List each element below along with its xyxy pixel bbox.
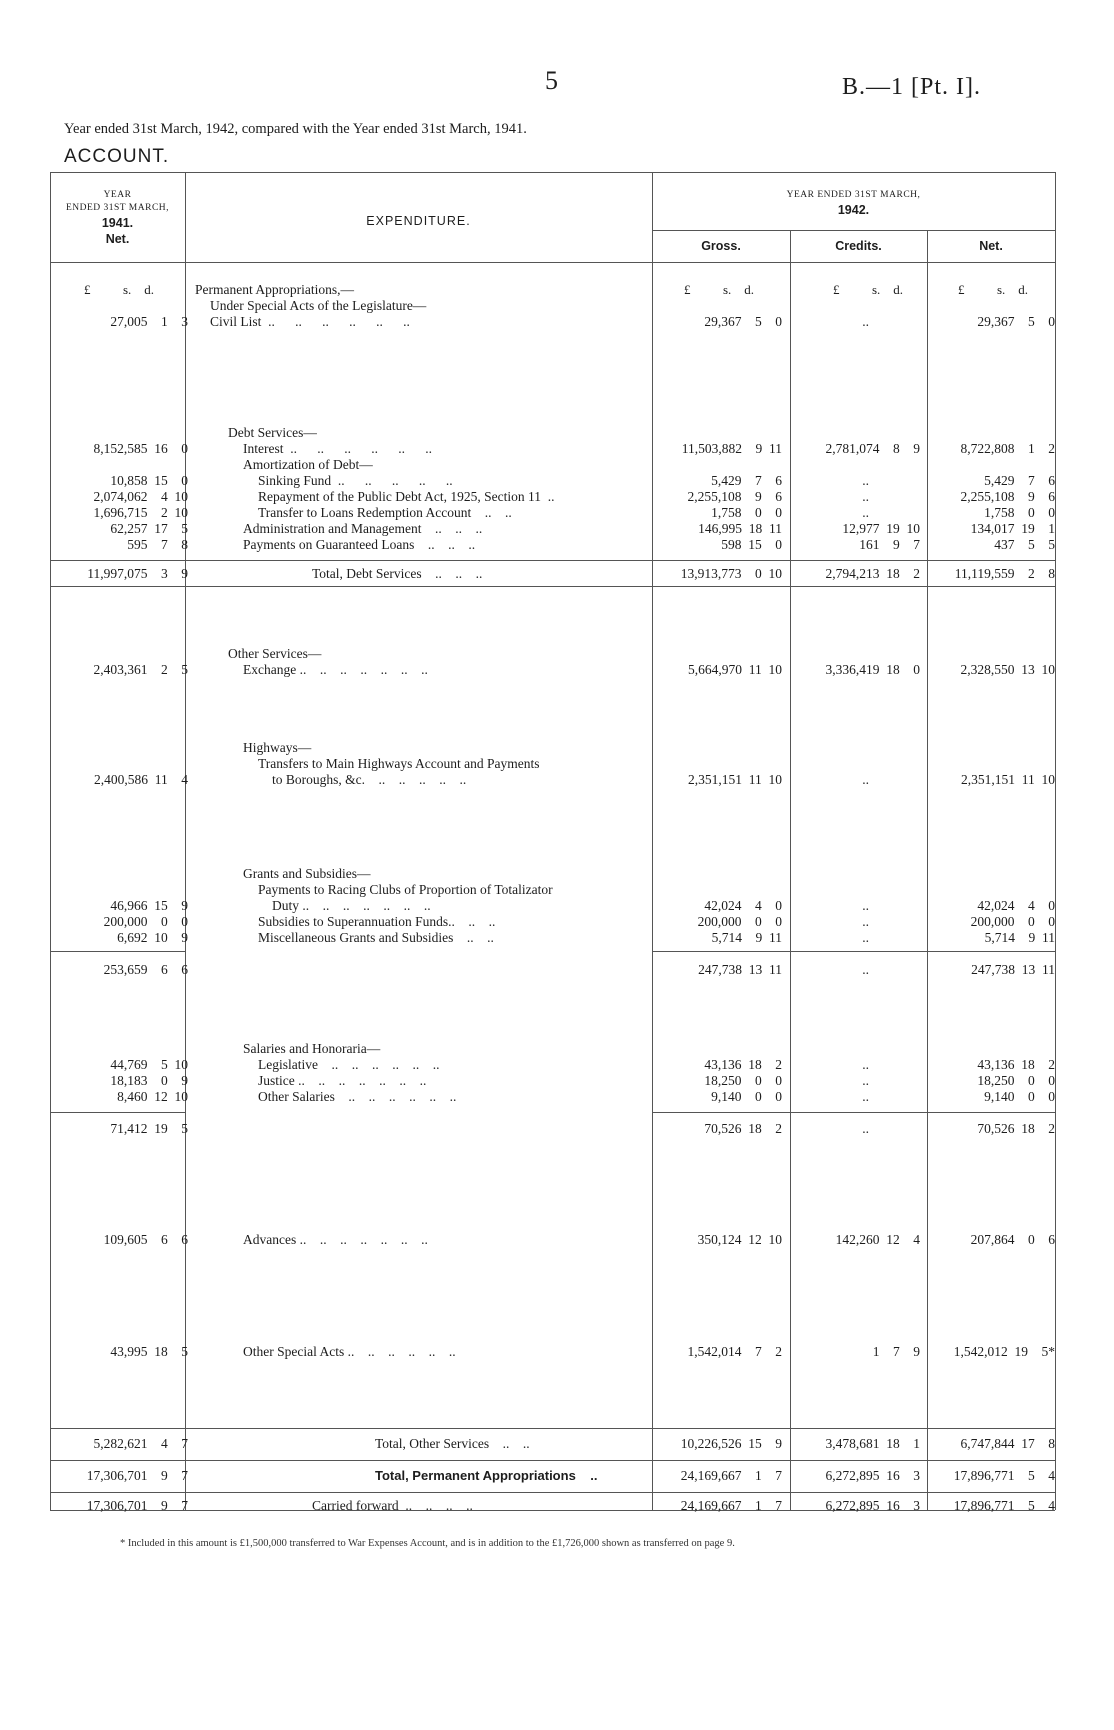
page-number: 5 xyxy=(545,66,558,95)
table-left-rule xyxy=(50,172,51,1510)
credits-value: 1 7 9 xyxy=(872,1344,920,1359)
table-right-rule xyxy=(1055,172,1056,1510)
intro-line: Year ended 31st March, 1942, compared with the Year ended 31st March, 1941. xyxy=(64,121,527,137)
net-subtotal: 247,738 13 11 xyxy=(971,962,1055,977)
row-label: Amortization of Debt— xyxy=(243,457,373,472)
net-total: 11,119,559 2 8 xyxy=(954,566,1055,581)
prev-net-value: 8,460 12 10 xyxy=(117,1089,188,1104)
table-top-rule xyxy=(50,172,1055,173)
net-value: 9,140 0 0 xyxy=(984,1089,1055,1104)
row-label: Payments to Racing Clubs of Proportion of Totalizator xyxy=(258,882,553,897)
section-title: ACCOUNT. xyxy=(64,146,170,167)
row-label: Other Salaries .. .. .. .. .. .. xyxy=(258,1089,457,1104)
row-label: Miscellaneous Grants and Subsidies .. .. xyxy=(258,930,494,945)
credits-value: .. xyxy=(862,1057,869,1072)
current-year: 1942. xyxy=(837,203,870,217)
row-label: Under Special Acts of the Legislature— xyxy=(210,298,427,313)
gross-heading: Gross. xyxy=(701,239,741,253)
year-header-rule xyxy=(652,230,1055,231)
gross-value: 11,503,882 9 11 xyxy=(681,441,782,456)
gross-value: 43,136 18 2 xyxy=(704,1057,782,1072)
credits-value: 142,260 12 4 xyxy=(835,1232,920,1247)
gross-value: 5,429 7 6 xyxy=(711,473,782,488)
total-label: Total, Debt Services .. .. .. xyxy=(312,566,483,581)
gross-value: 146,995 18 11 xyxy=(698,521,782,536)
gross-value: 1,542,014 7 2 xyxy=(687,1344,782,1359)
rule-other-total-top xyxy=(50,1428,1055,1429)
gross-value: 2,351,151 11 10 xyxy=(688,772,782,787)
credits-value: .. xyxy=(862,914,869,929)
gross-subtotal: 70,526 18 2 xyxy=(704,1121,782,1136)
net-value: 43,136 18 2 xyxy=(977,1057,1055,1072)
row-label: Payments on Guaranteed Loans .. .. .. xyxy=(243,537,476,552)
gross-value: 5,664,970 11 10 xyxy=(688,662,782,677)
gross-grand-total: 24,169,667 1 7 xyxy=(680,1468,782,1483)
net-value: 207,864 0 6 xyxy=(970,1232,1055,1247)
row-label: Administration and Management .. .. .. xyxy=(243,521,483,536)
net-grand-total: 17,896,771 5 4 xyxy=(953,1468,1055,1483)
row-label: Legislative .. .. .. .. .. .. xyxy=(258,1057,440,1072)
prev-year: 1941. xyxy=(101,216,134,230)
prev-year-label: YEAR xyxy=(103,190,132,200)
credits-total: 3,478,681 18 1 xyxy=(825,1436,920,1451)
row-label: Subsidies to Superannuation Funds.. .. .. xyxy=(258,914,496,929)
row-label: Highways— xyxy=(243,740,312,755)
net-value: 5,429 7 6 xyxy=(984,473,1055,488)
net-value: 5,714 9 11 xyxy=(984,930,1055,945)
rule-carried-top xyxy=(50,1492,1055,1493)
credits-grand-total: 6,272,895 16 3 xyxy=(825,1468,920,1483)
rule-grants-prev xyxy=(50,951,185,952)
credits-total: 2,794,213 18 2 xyxy=(825,566,920,581)
prev-net-total: 5,282,621 4 7 xyxy=(93,1436,188,1451)
prev-net-value: 2,403,361 2 5 xyxy=(93,662,188,677)
expenditure-heading: EXPENDITURE. xyxy=(366,214,471,228)
prev-net-value: 1,696,715 2 10 xyxy=(93,505,188,520)
rule-salaries-prev xyxy=(50,1112,185,1113)
gross-total: 10,226,526 15 9 xyxy=(680,1436,782,1451)
rule-debt-total-top xyxy=(50,560,1055,561)
net-value: 8,722,808 1 2 xyxy=(960,441,1055,456)
col-divider-2 xyxy=(652,172,653,1510)
credits-value: .. xyxy=(862,473,869,488)
rule-salaries-cur xyxy=(652,1112,1055,1113)
gross-value: 350,124 12 10 xyxy=(697,1232,782,1247)
gross-value: 598 15 0 xyxy=(721,537,782,552)
gross-value: 29,367 5 0 xyxy=(704,314,782,329)
gross-value: 9,140 0 0 xyxy=(711,1089,782,1104)
row-label: Advances .. .. .. .. .. .. .. xyxy=(243,1232,428,1247)
credits-lsd-units: £ s. d. xyxy=(833,282,904,297)
prev-net-value: 43,995 18 5 xyxy=(110,1344,188,1359)
credits-value: 2,781,074 8 9 xyxy=(825,441,920,456)
header-bottom-rule xyxy=(50,262,1055,263)
credits-value: .. xyxy=(862,505,869,520)
prev-year-net: Net. xyxy=(105,232,130,246)
gross-carried: 24,169,667 1 7 xyxy=(680,1498,782,1513)
net-value: 2,328,550 13 10 xyxy=(960,662,1055,677)
prev-net-value: 62,257 17 5 xyxy=(110,521,188,536)
prev-net-value: 595 7 8 xyxy=(127,537,188,552)
net-subtotal: 70,526 18 2 xyxy=(977,1121,1055,1136)
net-heading: Net. xyxy=(979,239,1003,253)
row-label: Transfer to Loans Redemption Account .. .. xyxy=(258,505,512,520)
gross-value: 2,255,108 9 6 xyxy=(687,489,782,504)
net-value: 134,017 19 1 xyxy=(970,521,1055,536)
prev-net-value: 18,183 0 9 xyxy=(110,1073,188,1088)
credits-value: .. xyxy=(862,489,869,504)
row-label: Sinking Fund .. .. .. .. .. xyxy=(258,473,453,488)
prev-net-grand-total: 17,306,701 9 7 xyxy=(86,1468,188,1483)
col-divider-3 xyxy=(790,230,791,1510)
rule-grants-cur xyxy=(652,951,1055,952)
prev-net-value: 2,074,062 4 10 xyxy=(93,489,188,504)
row-label: Other Services— xyxy=(228,646,322,661)
prev-net-value: 8,152,585 16 0 xyxy=(93,441,188,456)
prev-net-value: 200,000 0 0 xyxy=(103,914,188,929)
credits-value: .. xyxy=(862,898,869,913)
net-value: 200,000 0 0 xyxy=(970,914,1055,929)
prev-net-subtotal: 71,412 19 5 xyxy=(110,1121,188,1136)
row-label: Salaries and Honoraria— xyxy=(243,1041,381,1056)
total-label: Total, Other Services .. .. xyxy=(375,1436,530,1451)
rule-perm-total-top xyxy=(50,1460,1055,1461)
prev-year-ended: ENDED 31ST MARCH, xyxy=(65,203,170,213)
credits-carried: 6,272,895 16 3 xyxy=(825,1498,920,1513)
current-year-label: YEAR ENDED 31ST MARCH, xyxy=(786,190,921,200)
row-label: Other Special Acts .. .. .. .. .. .. xyxy=(243,1344,456,1359)
prev-net-value: 109,605 6 6 xyxy=(103,1232,188,1247)
net-value: 1,542,012 19 5* xyxy=(953,1344,1055,1359)
net-value: 18,250 0 0 xyxy=(977,1073,1055,1088)
credits-value: .. xyxy=(862,314,869,329)
net-carried: 17,896,771 5 4 xyxy=(953,1498,1055,1513)
credits-subtotal: .. xyxy=(862,1121,869,1136)
row-label: Exchange .. .. .. .. .. .. .. xyxy=(243,662,428,677)
net-value: 2,255,108 9 6 xyxy=(960,489,1055,504)
row-label: Interest .. .. .. .. .. .. xyxy=(243,441,432,456)
prev-net-value: 46,966 15 9 xyxy=(110,898,188,913)
credits-heading: Credits. xyxy=(835,239,882,253)
gross-subtotal: 247,738 13 11 xyxy=(698,962,782,977)
row-label: Permanent Appropriations,— xyxy=(195,282,354,297)
row-label: Grants and Subsidies— xyxy=(243,866,371,881)
row-label: Duty .. .. .. .. .. .. .. xyxy=(272,898,431,913)
carried-forward-label: Carried forward .. .. .. .. xyxy=(312,1498,473,1513)
row-label: Civil List .. .. .. .. .. .. xyxy=(210,314,410,329)
row-label: Justice .. .. .. .. .. .. .. xyxy=(258,1073,427,1088)
gross-total: 13,913,773 0 10 xyxy=(680,566,782,581)
grand-total-label: Total, Permanent Appropriations .. xyxy=(375,1468,598,1483)
gross-lsd-units: £ s. d. xyxy=(684,282,755,297)
prev-lsd-units: £ s. d. xyxy=(84,282,155,297)
gross-value: 5,714 9 11 xyxy=(711,930,782,945)
prev-net-value: 27,005 1 3 xyxy=(110,314,188,329)
footnote: * Included in this amount is £1,500,000 transferred to War Expenses Account, and is in addition to the £1,726,000 shown as transferred on page 9. xyxy=(120,1538,735,1549)
gross-value: 200,000 0 0 xyxy=(697,914,782,929)
row-label: Debt Services— xyxy=(228,425,317,440)
credits-value: .. xyxy=(862,1089,869,1104)
net-value: 29,367 5 0 xyxy=(977,314,1055,329)
credits-value: .. xyxy=(862,1073,869,1088)
document-reference: B.—1 [Pt. I]. xyxy=(842,74,981,100)
credits-value: 161 9 7 xyxy=(859,537,920,552)
rule-debt-total-bottom xyxy=(50,586,1055,587)
row-label: to Boroughs, &c. .. .. .. .. .. xyxy=(272,772,467,787)
prev-net-value: 2,400,586 11 4 xyxy=(94,772,188,787)
net-value: 437 5 5 xyxy=(994,537,1055,552)
net-value: 42,024 4 0 xyxy=(977,898,1055,913)
gross-value: 1,758 0 0 xyxy=(711,505,782,520)
prev-net-value: 44,769 5 10 xyxy=(110,1057,188,1072)
row-label: Transfers to Main Highways Account and Payments xyxy=(258,756,540,771)
credits-value: .. xyxy=(862,930,869,945)
prev-net-total: 11,997,075 3 9 xyxy=(87,566,188,581)
net-lsd-units: £ s. d. xyxy=(958,282,1029,297)
net-total: 6,747,844 17 8 xyxy=(960,1436,1055,1451)
gross-value: 18,250 0 0 xyxy=(704,1073,782,1088)
row-label: Repayment of the Public Debt Act, 1925, Section 11 .. xyxy=(258,489,555,504)
prev-net-subtotal: 253,659 6 6 xyxy=(103,962,188,977)
col-divider-1 xyxy=(185,172,186,1510)
prev-net-carried: 17,306,701 9 7 xyxy=(86,1498,188,1513)
net-value: 1,758 0 0 xyxy=(984,505,1055,520)
prev-net-value: 10,858 15 0 xyxy=(110,473,188,488)
prev-net-value: 6,692 10 9 xyxy=(117,930,188,945)
col-divider-4 xyxy=(927,230,928,1510)
gross-value: 42,024 4 0 xyxy=(704,898,782,913)
credits-value: 3,336,419 18 0 xyxy=(825,662,920,677)
credits-value: .. xyxy=(862,772,869,787)
net-value: 2,351,151 11 10 xyxy=(961,772,1055,787)
credits-subtotal: .. xyxy=(862,962,869,977)
credits-value: 12,977 19 10 xyxy=(842,521,920,536)
